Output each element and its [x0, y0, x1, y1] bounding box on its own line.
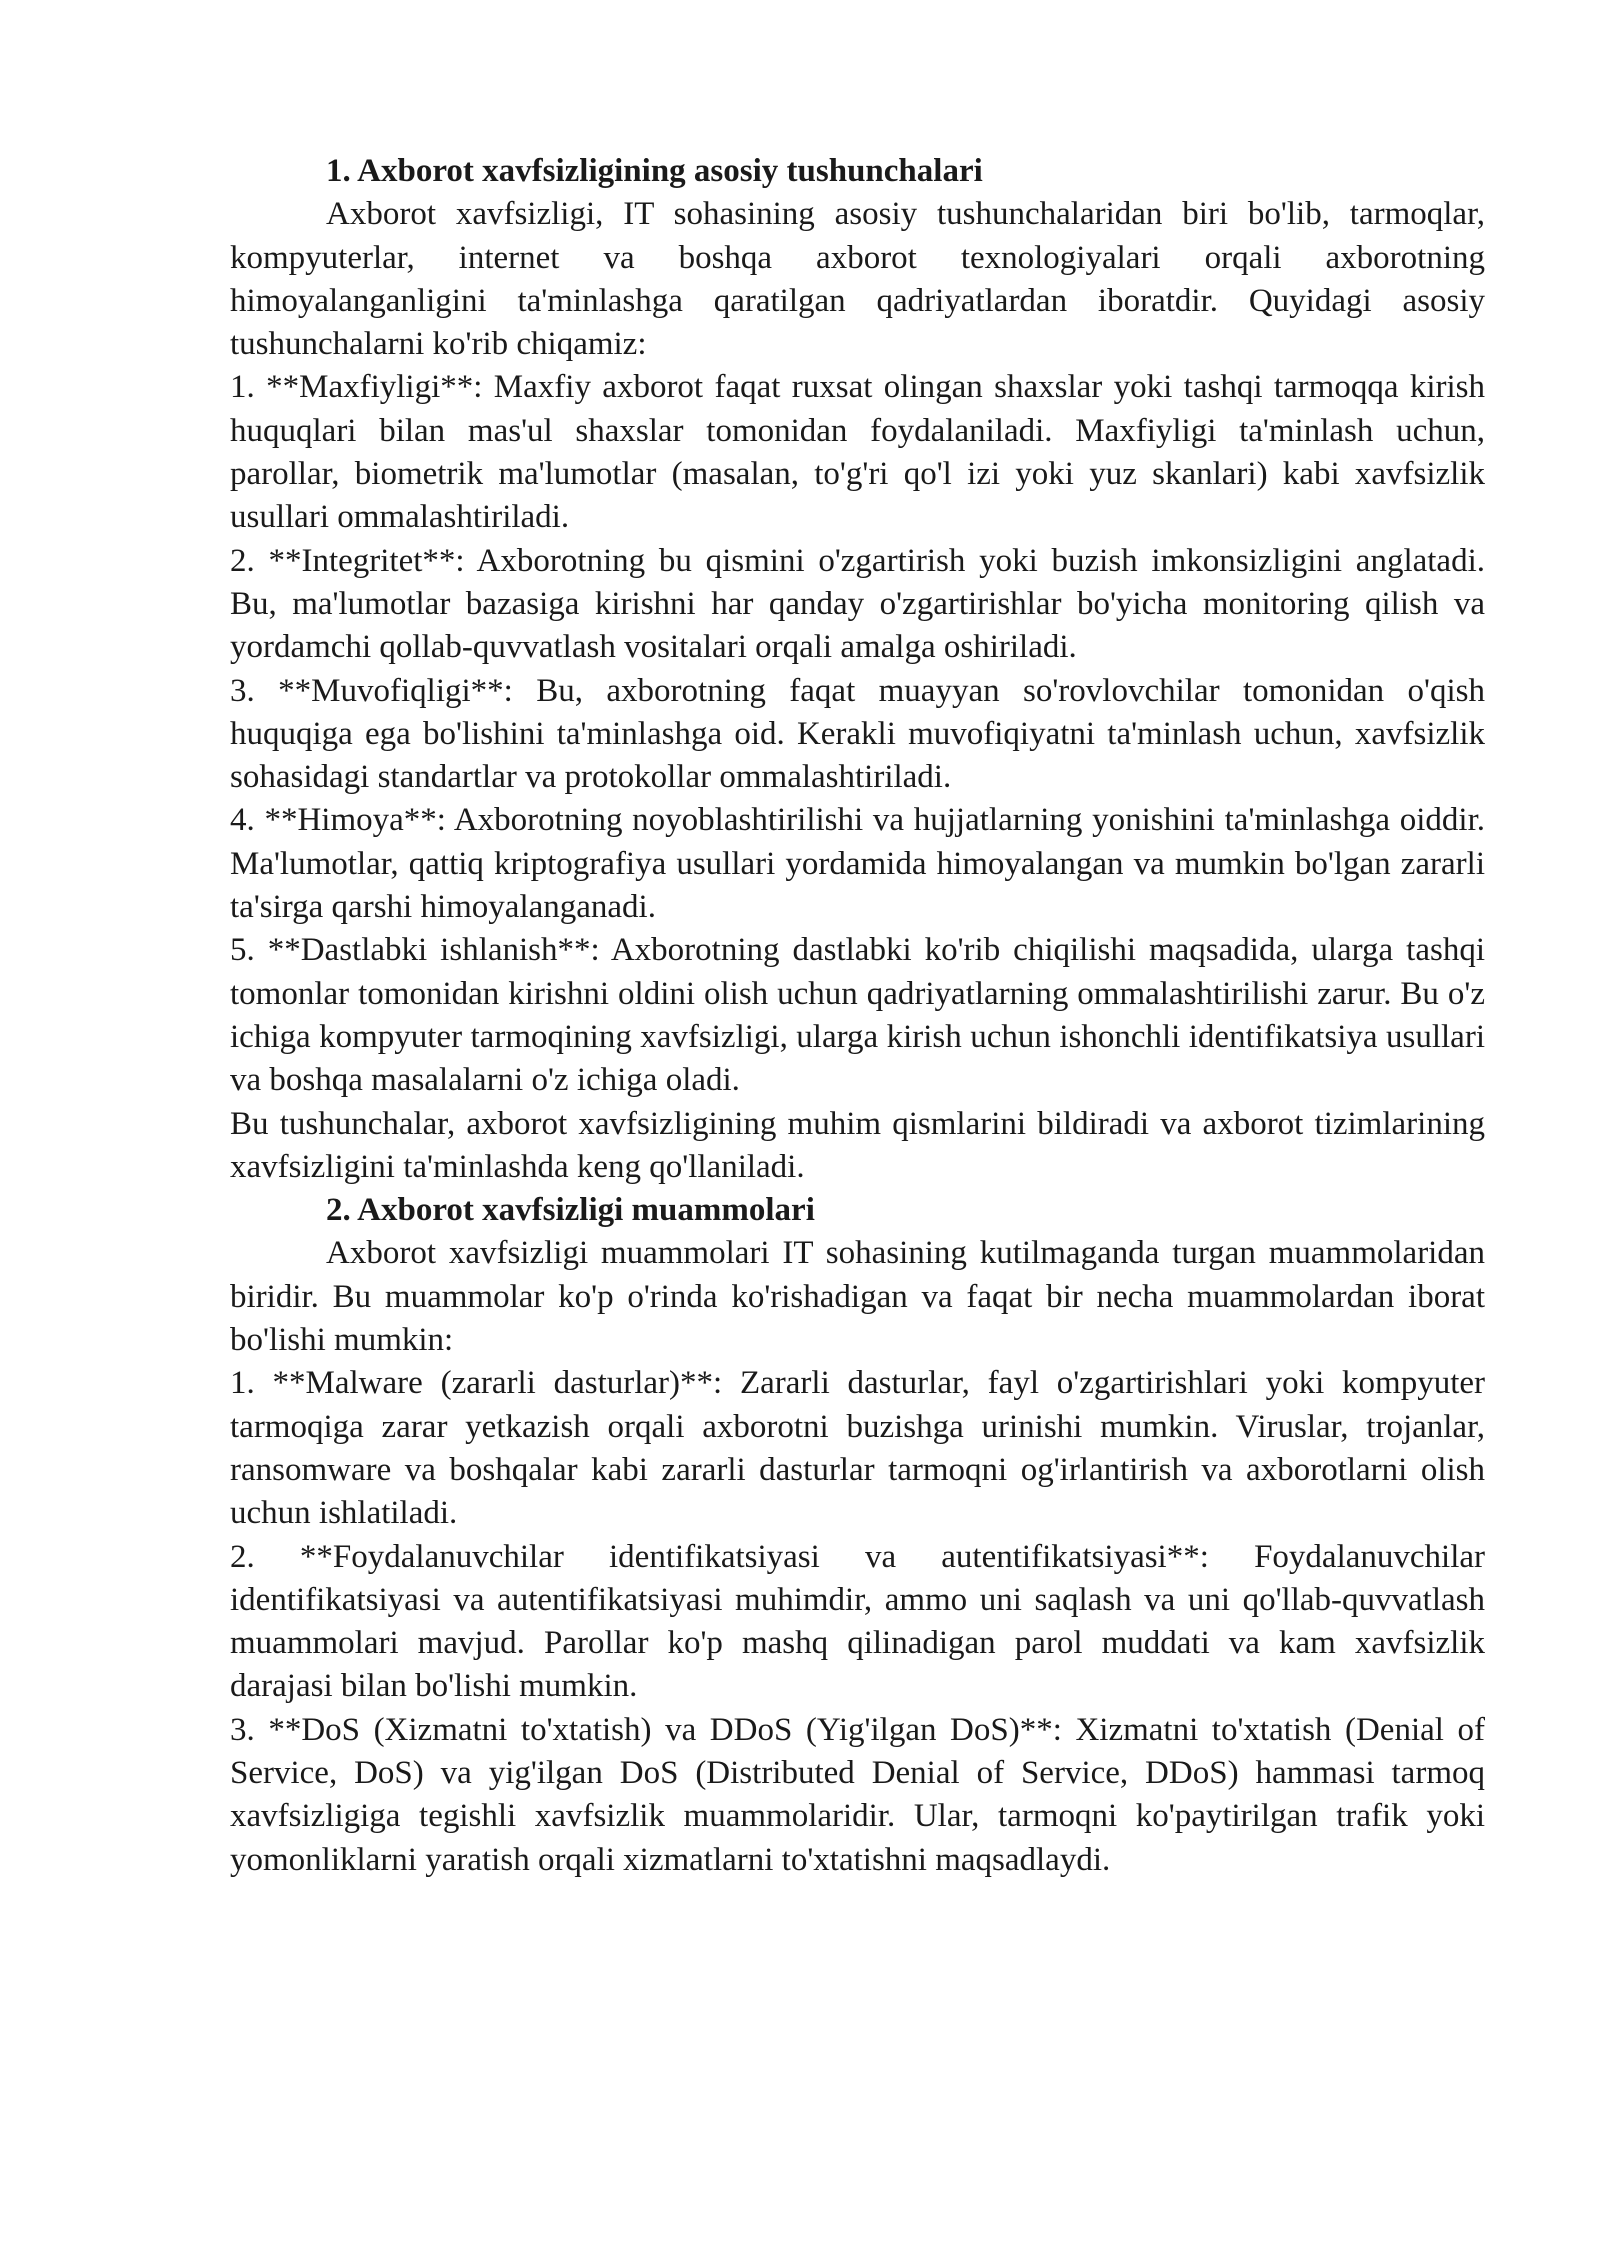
section-2-item-3: 3. **DoS (Xizmatni to'xtatish) va DDoS (Yig'ilgan DoS)**: Xizmatni to'xtatish (Denial of Service, DoS) va yig'ilgan DoS (Distributed Denial of Service, DDoS) hammasi tarmoq xavfsizligiga tegishli xavfsizlik muammolaridir. Ular, tarmoqni ko'paytirilgan trafik yoki yomonliklarni yaratish orqali xizmatlarni to'xtatishni maqsadlaydi. [230, 1711, 1485, 1878]
section-1-conclusion: Bu tushunchalar, axborot xavfsizligining muhim qismlarini bildiradi va axborot tizimlarining xavfsizligini ta'minlashda keng qo'llaniladi. [230, 1105, 1485, 1185]
section-1-item-5: 5. **Dastlabki ishlanish**: Axborotning dastlabki ko'rib chiqilishi maqsadida, ularga tashqi tomonlar tomonidan kirishni oldini olish uchun qadriyatlarning ommalashtirilishi zarur. Bu o'z ichiga kompyuter tarmoqining xavfsizligi, ularga kirish uchun ishonchli identifikatsiya usullari va boshqa masalalarni o'z ichiga oladi. [230, 932, 1485, 1099]
document-page [230, 150, 1485, 1882]
section-1-heading: 1. Axborot xavfsizligining asosiy tushunchalari [326, 153, 983, 189]
section-2-heading: 2. Axborot xavfsizligi muammolari [326, 1192, 815, 1229]
section-1-item-1: 1. **Maxfiyligi**: Maxfiy axborot faqat ruxsat olingan shaxslar yoki tashqi tarmoqqa kirish huquqlari bilan mas'ul shaxslar tomonidan foydalaniladi. Maxfiyligi ta'minlash uchun, parollar, biometrik ma'lumotlar (masalan, to'g'ri qo'l izi yoki yuz skanlari) kabi xavfsizlik usullari ommalashtiriladi. [230, 369, 1485, 536]
section-1-item-3: 3. **Muvofiqligi**: Bu, axborotning faqat muayyan so'rovlovchilar tomonidan o'qish huquqiga ega bo'lishini ta'minlashga oid. Kerakli muvofiqiyatni ta'minlash uchun, xavfsizlik sohasidagi standartlar va protokollar ommalashtiriladi. [230, 672, 1485, 796]
section-1-item-2: 2. **Integritet**: Axborotning bu qismini o'zgartirish yoki buzish imkonsizligini anglatadi. Bu, ma'lumotlar bazasiga kirishni har qanday o'zgartirishlar bo'yicha monitoring qilish va yordamchi qollab-quvvatlash vositalari orqali amalga oshiriladi. [230, 542, 1485, 666]
section-1-item-4: 4. **Himoya**: Axborotning noyoblashtirilishi va hujjatlarning yonishini ta'minlashga oiddir. Ma'lumotlar, qattiq kriptografiya usullari yordamida himoyalangan va mumkin bo'lgan zararli ta'sirga qarshi himoyalanganadi. [230, 802, 1485, 926]
section-2-item-1: 1. **Malware (zararli dasturlar)**: Zararli dasturlar, fayl o'zgartirishlari yoki kompyuter tarmoqiga zarar yetkazish orqali axborotni buzishga urinishi mumkin. Viruslar, trojanlar, ransomware va boshqalar kabi zararli dasturlar tarmoqni og'irlantirish va axborotlarni olish uchun ishlatiladi. [230, 1365, 1485, 1532]
section-1-intro: Axborot xavfsizligi, IT sohasining asosiy tushunchalaridan biri bo'lib, tarmoqlar, kompyuterlar, internet va boshqa axborot texnologiyalari orqali axborotning himoyalanganligini ta'minlashga qaratilgan qadriyatlardan iboratdir. Quyidagi asosiy tushunchalarni ko'rib chiqamiz: [230, 196, 1485, 363]
section-2-item-2: 2. **Foydalanuvchilar identifikatsiyasi va autentifikatsiyasi**: Foydalanuvchilar identifikatsiyasi va autentifikatsiyasi muhimdir, ammo uni saqlash va uni qo'llab-quvvatlash muammolari mavjud. Parollar ko'p mashq qilinadigan parol muddati va kam xavfsizlik darajasi bilan bo'lishi mumkin. [230, 1538, 1485, 1705]
section-2-intro: Axborot xavfsizligi muammolari IT sohasining kutilmaganda turgan muammolaridan biridir. Bu muammolar ko'p o'rinda ko'rishadigan va faqat bir necha muammolardan iborat bo'lishi mumkin: [230, 1235, 1485, 1359]
